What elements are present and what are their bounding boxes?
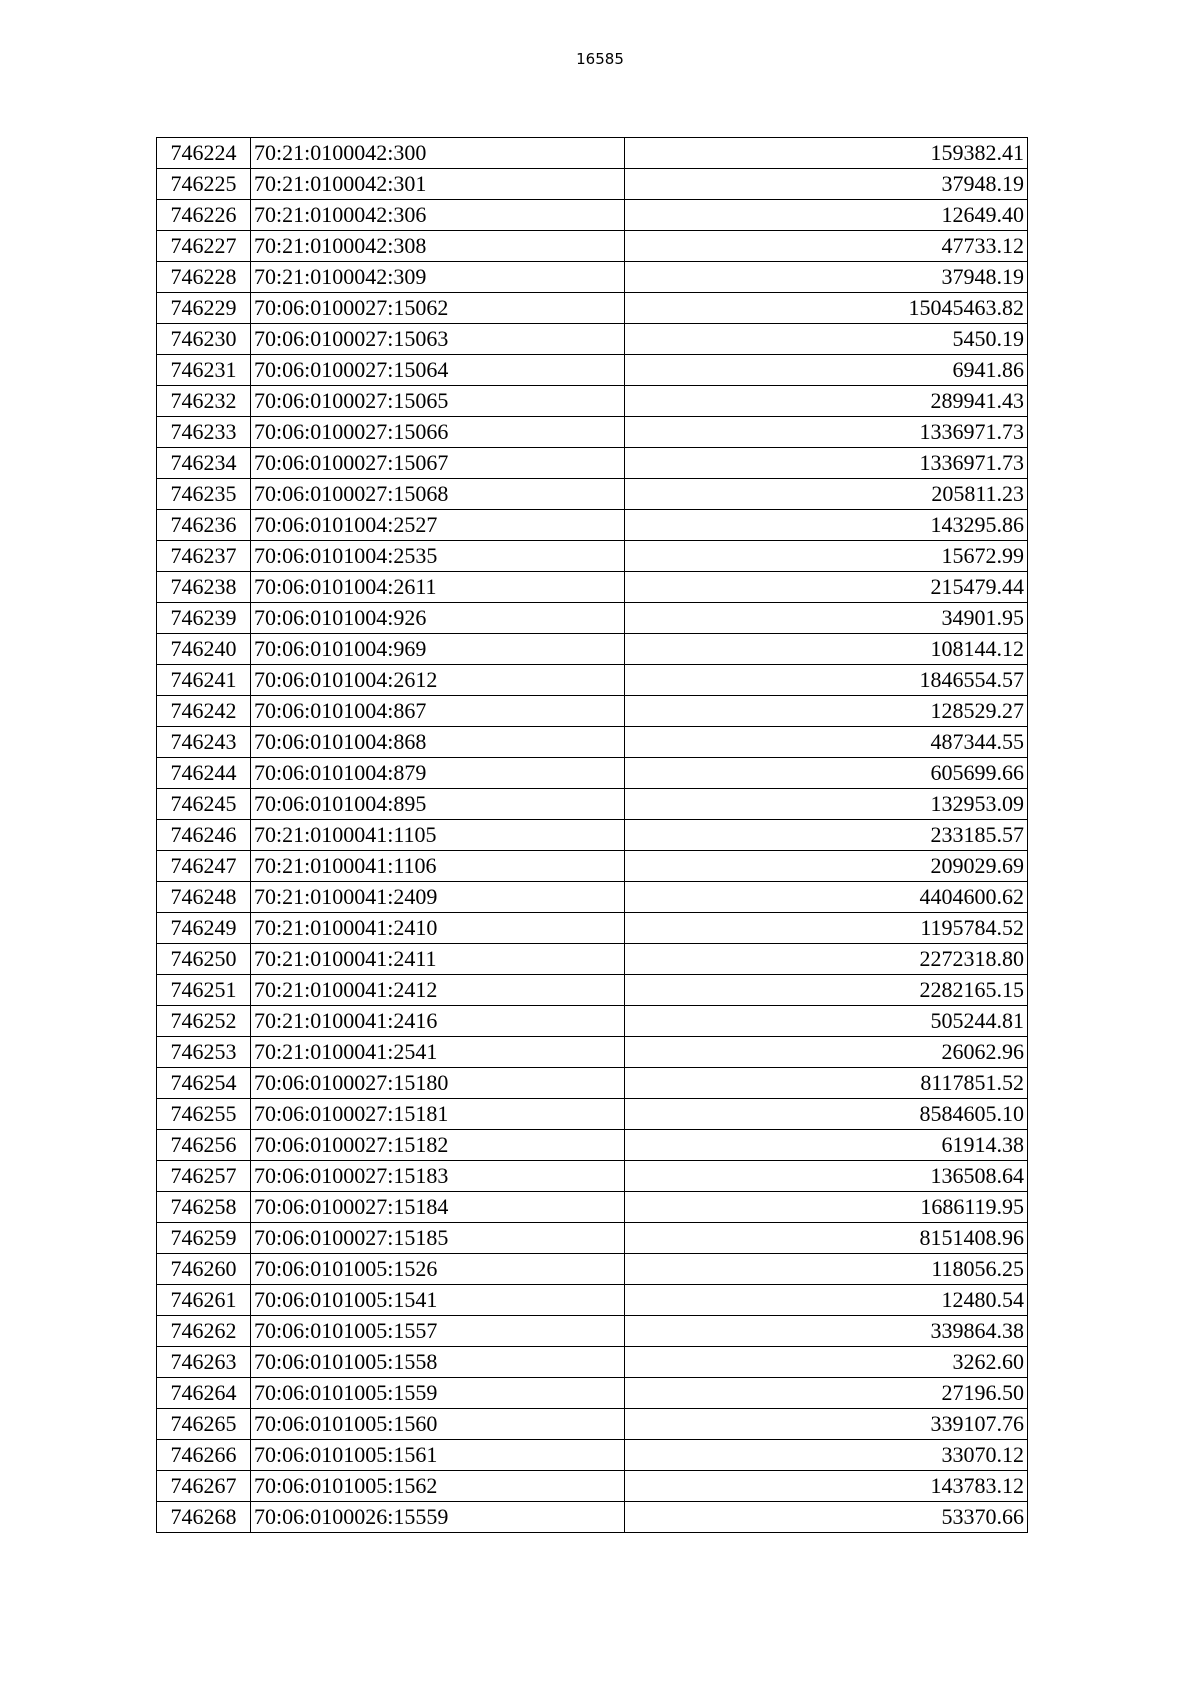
- cadastral-number-cell: 70:06:0100027:15183: [251, 1161, 625, 1192]
- cadastral-value-cell: 37948.19: [625, 169, 1028, 200]
- cadastral-value-cell: 215479.44: [625, 572, 1028, 603]
- page-number: 16585: [576, 50, 624, 68]
- table-row: [157, 138, 1028, 169]
- table-row: [157, 851, 1028, 882]
- cadastral-value-cell: 2282165.15: [625, 975, 1028, 1006]
- row-number-cell: 746250: [157, 944, 251, 975]
- table-row: [157, 696, 1028, 727]
- row-number-cell: 746226: [157, 200, 251, 231]
- table-row: [157, 541, 1028, 572]
- table-row: [157, 758, 1028, 789]
- table-row: [157, 169, 1028, 200]
- row-number-cell: 746259: [157, 1223, 251, 1254]
- cadastral-number-cell: 70:06:0100027:15068: [251, 479, 625, 510]
- cadastral-number-cell: 70:06:0101004:879: [251, 758, 625, 789]
- cadastral-value-cell: 8584605.10: [625, 1099, 1028, 1130]
- table-row: [157, 572, 1028, 603]
- row-number-cell: 746260: [157, 1254, 251, 1285]
- cadastral-value-table: [156, 137, 1028, 1533]
- table-row: [157, 200, 1028, 231]
- cadastral-number-cell: 70:06:0100027:15185: [251, 1223, 625, 1254]
- cadastral-number-cell: 70:21:0100041:1105: [251, 820, 625, 851]
- cadastral-value-cell: 15672.99: [625, 541, 1028, 572]
- cadastral-number-cell: 70:06:0101005:1562: [251, 1471, 625, 1502]
- table-row: [157, 262, 1028, 293]
- cadastral-number-cell: 70:06:0101005:1557: [251, 1316, 625, 1347]
- cadastral-number-cell: 70:06:0101004:2612: [251, 665, 625, 696]
- cadastral-number-cell: 70:06:0101004:2611: [251, 572, 625, 603]
- cadastral-value-cell: 8151408.96: [625, 1223, 1028, 1254]
- table-body: [157, 138, 1028, 1533]
- cadastral-number-cell: 70:06:0101005:1526: [251, 1254, 625, 1285]
- table-row: [157, 417, 1028, 448]
- cadastral-value-cell: 233185.57: [625, 820, 1028, 851]
- row-number-cell: 746256: [157, 1130, 251, 1161]
- cadastral-number-cell: 70:06:0100027:15181: [251, 1099, 625, 1130]
- row-number-cell: 746234: [157, 448, 251, 479]
- cadastral-number-cell: 70:21:0100042:300: [251, 138, 625, 169]
- cadastral-value-cell: 26062.96: [625, 1037, 1028, 1068]
- table-row: [157, 603, 1028, 634]
- row-number-cell: 746232: [157, 386, 251, 417]
- cadastral-number-cell: 70:06:0100027:15064: [251, 355, 625, 386]
- row-number-cell: 746248: [157, 882, 251, 913]
- cadastral-value-cell: 136508.64: [625, 1161, 1028, 1192]
- row-number-cell: 746236: [157, 510, 251, 541]
- cadastral-value-cell: 3262.60: [625, 1347, 1028, 1378]
- cadastral-value-cell: 505244.81: [625, 1006, 1028, 1037]
- cadastral-value-cell: 27196.50: [625, 1378, 1028, 1409]
- table-row: [157, 1254, 1028, 1285]
- row-number-cell: 746268: [157, 1502, 251, 1533]
- cadastral-number-cell: 70:21:0100041:2541: [251, 1037, 625, 1068]
- cadastral-value-cell: 143783.12: [625, 1471, 1028, 1502]
- cadastral-value-cell: 143295.86: [625, 510, 1028, 541]
- cadastral-value-cell: 4404600.62: [625, 882, 1028, 913]
- cadastral-value-cell: 1336971.73: [625, 417, 1028, 448]
- row-number-cell: 746264: [157, 1378, 251, 1409]
- row-number-cell: 746227: [157, 231, 251, 262]
- table-row: [157, 944, 1028, 975]
- row-number-cell: 746254: [157, 1068, 251, 1099]
- cadastral-value-cell: 132953.09: [625, 789, 1028, 820]
- cadastral-value-cell: 1846554.57: [625, 665, 1028, 696]
- table-row: [157, 913, 1028, 944]
- cadastral-number-cell: 70:21:0100041:1106: [251, 851, 625, 882]
- cadastral-number-cell: 70:06:0100026:15559: [251, 1502, 625, 1533]
- table-row: [157, 1099, 1028, 1130]
- row-number-cell: 746262: [157, 1316, 251, 1347]
- row-number-cell: 746229: [157, 293, 251, 324]
- table-row: [157, 820, 1028, 851]
- cadastral-value-cell: 53370.66: [625, 1502, 1028, 1533]
- cadastral-value-cell: 2272318.80: [625, 944, 1028, 975]
- table-row: [157, 1471, 1028, 1502]
- cadastral-number-cell: 70:06:0100027:15184: [251, 1192, 625, 1223]
- cadastral-number-cell: 70:06:0101004:867: [251, 696, 625, 727]
- cadastral-number-cell: 70:21:0100041:2409: [251, 882, 625, 913]
- table-row: [157, 727, 1028, 758]
- table-row: [157, 448, 1028, 479]
- cadastral-value-cell: 209029.69: [625, 851, 1028, 882]
- cadastral-number-cell: 70:06:0100027:15180: [251, 1068, 625, 1099]
- row-number-cell: 746261: [157, 1285, 251, 1316]
- cadastral-number-cell: 70:21:0100042:306: [251, 200, 625, 231]
- table-row: [157, 510, 1028, 541]
- table-row: [157, 975, 1028, 1006]
- cadastral-number-cell: 70:21:0100041:2416: [251, 1006, 625, 1037]
- cadastral-value-cell: 15045463.82: [625, 293, 1028, 324]
- cadastral-number-cell: 70:06:0101004:2535: [251, 541, 625, 572]
- table-row: [157, 1409, 1028, 1440]
- table-row: [157, 1037, 1028, 1068]
- row-number-cell: 746263: [157, 1347, 251, 1378]
- cadastral-value-cell: 5450.19: [625, 324, 1028, 355]
- cadastral-value-cell: 1336971.73: [625, 448, 1028, 479]
- row-number-cell: 746237: [157, 541, 251, 572]
- cadastral-value-cell: 34901.95: [625, 603, 1028, 634]
- row-number-cell: 746235: [157, 479, 251, 510]
- table-row: [157, 355, 1028, 386]
- cadastral-number-cell: 70:21:0100041:2410: [251, 913, 625, 944]
- cadastral-number-cell: 70:21:0100042:309: [251, 262, 625, 293]
- cadastral-number-cell: 70:06:0101004:2527: [251, 510, 625, 541]
- table-row: [157, 634, 1028, 665]
- table-row: [157, 1006, 1028, 1037]
- cadastral-number-cell: 70:06:0101005:1560: [251, 1409, 625, 1440]
- table-row: [157, 1378, 1028, 1409]
- row-number-cell: 746266: [157, 1440, 251, 1471]
- cadastral-number-cell: 70:06:0101004:895: [251, 789, 625, 820]
- cadastral-value-cell: 37948.19: [625, 262, 1028, 293]
- cadastral-value-cell: 289941.43: [625, 386, 1028, 417]
- row-number-cell: 746241: [157, 665, 251, 696]
- cadastral-value-cell: 1686119.95: [625, 1192, 1028, 1223]
- cadastral-value-cell: 118056.25: [625, 1254, 1028, 1285]
- table-row: [157, 1130, 1028, 1161]
- row-number-cell: 746228: [157, 262, 251, 293]
- cadastral-value-cell: 605699.66: [625, 758, 1028, 789]
- cadastral-value-cell: 61914.38: [625, 1130, 1028, 1161]
- table-row: [157, 1192, 1028, 1223]
- table-row: [157, 882, 1028, 913]
- row-number-cell: 746242: [157, 696, 251, 727]
- row-number-cell: 746245: [157, 789, 251, 820]
- row-number-cell: 746246: [157, 820, 251, 851]
- row-number-cell: 746252: [157, 1006, 251, 1037]
- cadastral-value-cell: 339864.38: [625, 1316, 1028, 1347]
- cadastral-number-cell: 70:06:0100027:15066: [251, 417, 625, 448]
- cadastral-number-cell: 70:21:0100042:301: [251, 169, 625, 200]
- cadastral-number-cell: 70:06:0101004:926: [251, 603, 625, 634]
- cadastral-number-cell: 70:21:0100042:308: [251, 231, 625, 262]
- cadastral-value-cell: 205811.23: [625, 479, 1028, 510]
- table-row: [157, 1347, 1028, 1378]
- cadastral-number-cell: 70:06:0100027:15065: [251, 386, 625, 417]
- cadastral-value-cell: 12480.54: [625, 1285, 1028, 1316]
- row-number-cell: 746257: [157, 1161, 251, 1192]
- row-number-cell: 746244: [157, 758, 251, 789]
- table-row: [157, 479, 1028, 510]
- row-number-cell: 746251: [157, 975, 251, 1006]
- cadastral-value-cell: 108144.12: [625, 634, 1028, 665]
- table-row: [157, 1161, 1028, 1192]
- table-row: [157, 1285, 1028, 1316]
- cadastral-number-cell: 70:06:0101005:1558: [251, 1347, 625, 1378]
- row-number-cell: 746239: [157, 603, 251, 634]
- row-number-cell: 746231: [157, 355, 251, 386]
- cadastral-value-cell: 47733.12: [625, 231, 1028, 262]
- table-row: [157, 386, 1028, 417]
- table-row: [157, 789, 1028, 820]
- row-number-cell: 746265: [157, 1409, 251, 1440]
- row-number-cell: 746224: [157, 138, 251, 169]
- cadastral-value-cell: 1195784.52: [625, 913, 1028, 944]
- cadastral-number-cell: 70:06:0101004:969: [251, 634, 625, 665]
- cadastral-value-cell: 339107.76: [625, 1409, 1028, 1440]
- cadastral-number-cell: 70:21:0100041:2411: [251, 944, 625, 975]
- table-row: [157, 1068, 1028, 1099]
- cadastral-number-cell: 70:06:0101005:1561: [251, 1440, 625, 1471]
- row-number-cell: 746238: [157, 572, 251, 603]
- cadastral-number-cell: 70:21:0100041:2412: [251, 975, 625, 1006]
- cadastral-value-cell: 487344.55: [625, 727, 1028, 758]
- table-row: [157, 665, 1028, 696]
- table-row: [157, 293, 1028, 324]
- cadastral-number-cell: 70:06:0101004:868: [251, 727, 625, 758]
- table-row: [157, 231, 1028, 262]
- cadastral-value-cell: 12649.40: [625, 200, 1028, 231]
- row-number-cell: 746267: [157, 1471, 251, 1502]
- row-number-cell: 746255: [157, 1099, 251, 1130]
- cadastral-value-cell: 6941.86: [625, 355, 1028, 386]
- row-number-cell: 746243: [157, 727, 251, 758]
- cadastral-number-cell: 70:06:0100027:15067: [251, 448, 625, 479]
- table-row: [157, 1502, 1028, 1533]
- cadastral-number-cell: 70:06:0101005:1559: [251, 1378, 625, 1409]
- cadastral-number-cell: 70:06:0100027:15182: [251, 1130, 625, 1161]
- row-number-cell: 746247: [157, 851, 251, 882]
- cadastral-value-cell: 8117851.52: [625, 1068, 1028, 1099]
- cadastral-number-cell: 70:06:0100027:15062: [251, 293, 625, 324]
- cadastral-value-cell: 159382.41: [625, 138, 1028, 169]
- cadastral-number-cell: 70:06:0101005:1541: [251, 1285, 625, 1316]
- row-number-cell: 746258: [157, 1192, 251, 1223]
- row-number-cell: 746249: [157, 913, 251, 944]
- table-row: [157, 1223, 1028, 1254]
- row-number-cell: 746253: [157, 1037, 251, 1068]
- table-row: [157, 1316, 1028, 1347]
- cadastral-value-cell: 33070.12: [625, 1440, 1028, 1471]
- table-row: [157, 324, 1028, 355]
- table-row: [157, 1440, 1028, 1471]
- cadastral-value-cell: 128529.27: [625, 696, 1028, 727]
- row-number-cell: 746225: [157, 169, 251, 200]
- row-number-cell: 746230: [157, 324, 251, 355]
- row-number-cell: 746233: [157, 417, 251, 448]
- row-number-cell: 746240: [157, 634, 251, 665]
- cadastral-number-cell: 70:06:0100027:15063: [251, 324, 625, 355]
